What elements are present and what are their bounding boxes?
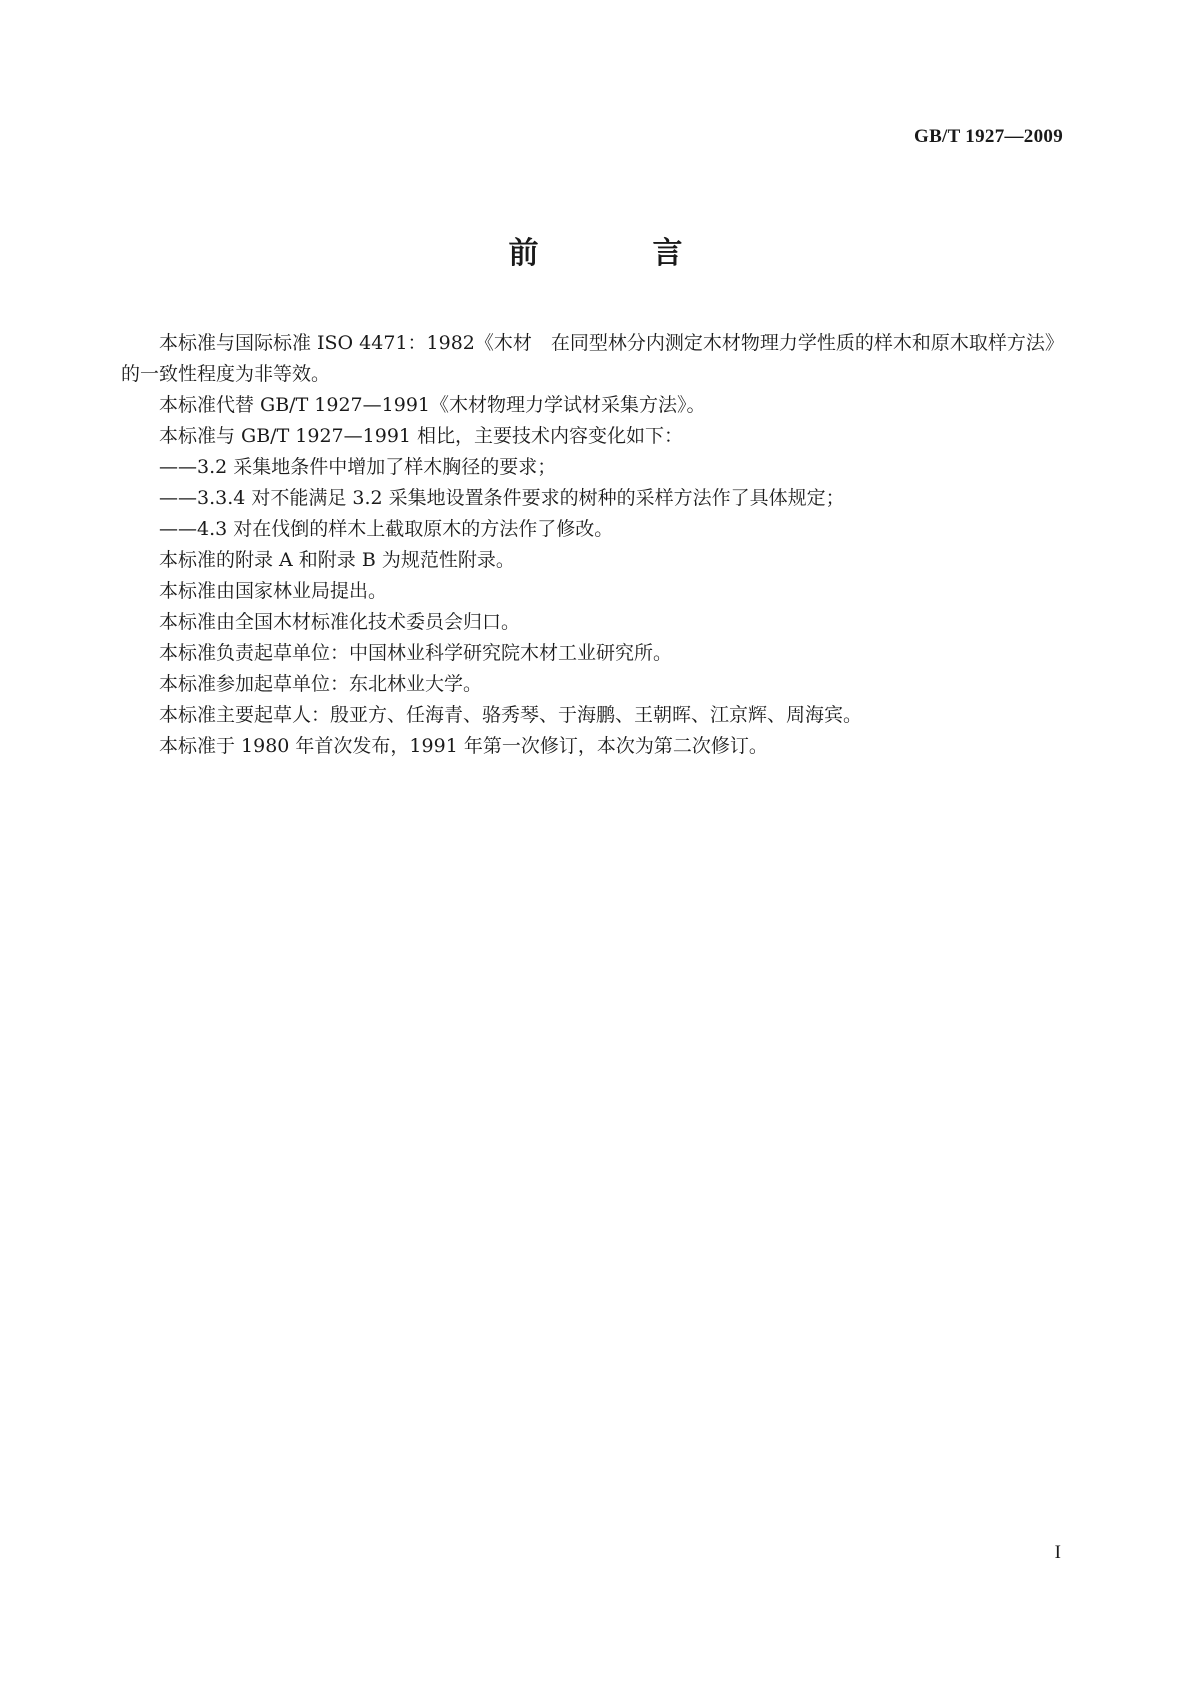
paragraph-history: 本标准于 1980 年首次发布，1991 年第一次修订，本次为第二次修订。 (159, 735, 768, 757)
paragraph-participating-drafter: 本标准参加起草单位：东北林业大学。 (159, 673, 483, 695)
change-item: ——4.3 对在伐倒的样木上截取原木的方法作了修改。 (159, 518, 614, 540)
page-title: 前 言 (508, 236, 725, 271)
document-body (121, 328, 1073, 762)
page-number: I (1054, 1542, 1061, 1563)
change-item: ——3.3.4 对不能满足 3.2 采集地设置条件要求的树种的采样方法作了具体规定； (159, 487, 845, 509)
paragraph-changes-intro: 本标准与 GB/T 1927—1991 相比，主要技术内容变化如下： (159, 425, 684, 447)
paragraph-appendix: 本标准的附录 A 和附录 B 为规范性附录。 (159, 549, 515, 571)
change-item: ——3.2 采集地条件中增加了样木胸径的要求； (159, 456, 557, 478)
paragraph-proposed-by: 本标准由国家林业局提出。 (159, 580, 388, 602)
standard-code: GB/T 1927—2009 (913, 126, 1063, 147)
paragraph-managed-by: 本标准由全国木材标准化技术委员会归口。 (159, 611, 521, 633)
paragraph-lead-drafter: 本标准负责起草单位：中国林业科学研究院木材工业研究所。 (159, 642, 673, 664)
paragraph-main-drafters: 本标准主要起草人：殷亚方、任海青、骆秀琴、于海鹏、王朝晖、江京辉、周海宾。 (159, 704, 863, 726)
paragraph-replaces: 本标准代替 GB/T 1927—1991《木材物理力学试材采集方法》。 (159, 394, 706, 416)
paragraph-equivalence: 本标准与国际标准 ISO 4471：1982《木材 在同型林分内测定木材物理力学性质的样木和原木取样方法》的一致性程度为非等效。 (121, 332, 1064, 385)
